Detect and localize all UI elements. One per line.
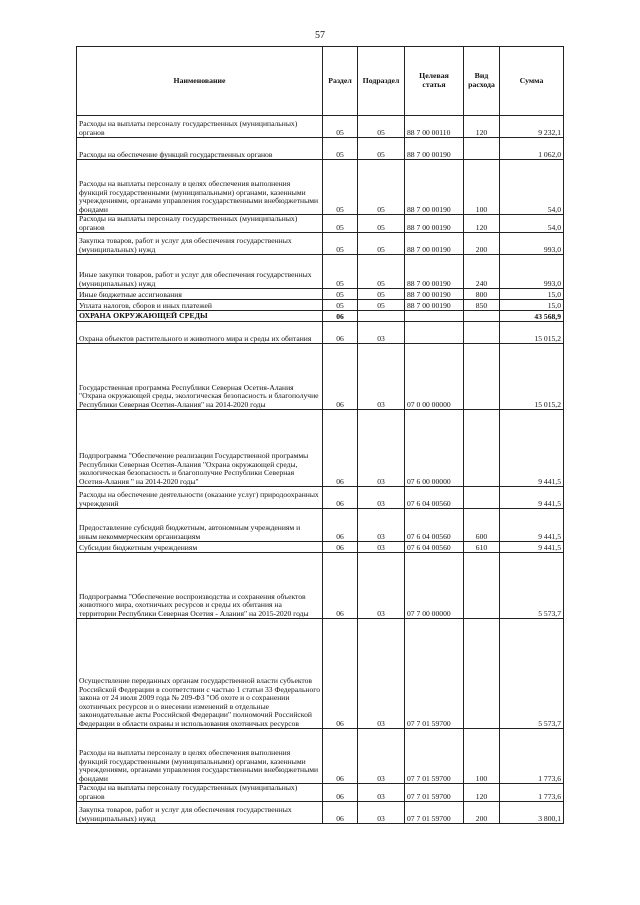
row-name: Субсидии бюджетным учреждениям xyxy=(77,542,323,553)
row-name: Расходы на выплаты персоналу государственных (муниципальных) органов xyxy=(77,215,323,233)
row-celevaya: 07 0 00 00000 xyxy=(405,344,464,410)
row-celevaya: 07 7 01 59700 xyxy=(405,729,464,784)
row-razdel: 06 xyxy=(323,619,358,729)
row-vid xyxy=(464,410,500,487)
row-celevaya: 07 7 01 59700 xyxy=(405,802,464,824)
row-razdel: 06 xyxy=(323,553,358,619)
row-celevaya: 88 7 00 00190 xyxy=(405,300,464,311)
row-celevaya xyxy=(405,322,464,344)
row-vid: 100 xyxy=(464,729,500,784)
row-razdel: 05 xyxy=(323,160,358,215)
row-razdel: 05 xyxy=(323,289,358,300)
row-podrazdel: 05 xyxy=(358,138,405,160)
header-celevaya: Целевая статья xyxy=(405,47,464,116)
row-razdel: 06 xyxy=(323,322,358,344)
row-summa: 1 773,6 xyxy=(500,784,564,802)
row-name: Осуществление переданных органам государственной власти субъектов Российской Федерации в соответствии с частью 1 статьи 33 Федерального закона от 24 июля 2009 года № 209-ФЗ "Об охоте и о сохранении охотничьих ресурсов и о внесении изменений в отдельные законодательные акты Российской Федерации" полномочий Российской Федерации в области охраны и использования охотничьих ресурсов xyxy=(77,619,323,729)
row-summa: 54,0 xyxy=(500,160,564,215)
row-razdel: 05 xyxy=(323,233,358,255)
row-celevaya: 88 7 00 00190 xyxy=(405,215,464,233)
row-summa: 9 441,5 xyxy=(500,410,564,487)
row-podrazdel: 03 xyxy=(358,487,405,509)
row-summa: 9 232,1 xyxy=(500,116,564,138)
row-celevaya: 07 6 04 00560 xyxy=(405,509,464,542)
row-razdel: 06 xyxy=(323,487,358,509)
row-razdel: 06 xyxy=(323,311,358,322)
row-name: Расходы на обеспечение деятельности (оказание услуг) природоохранных учреждений xyxy=(77,487,323,509)
table-row xyxy=(77,215,564,233)
row-name: Уплата налогов, сборов и иных платежей xyxy=(77,300,323,311)
row-podrazdel: 03 xyxy=(358,619,405,729)
row-podrazdel: 03 xyxy=(358,410,405,487)
page-number: 57 xyxy=(315,30,325,41)
row-vid xyxy=(464,553,500,619)
row-podrazdel: 05 xyxy=(358,255,405,289)
row-razdel: 05 xyxy=(323,116,358,138)
row-celevaya: 88 7 00 00190 xyxy=(405,233,464,255)
table-row xyxy=(77,116,564,138)
row-celevaya: 07 6 00 00000 xyxy=(405,410,464,487)
row-celevaya: 07 7 01 59700 xyxy=(405,784,464,802)
table-row xyxy=(77,553,564,619)
row-celevaya: 07 7 00 00000 xyxy=(405,553,464,619)
row-summa: 9 441,5 xyxy=(500,487,564,509)
table-row xyxy=(77,487,564,509)
row-vid xyxy=(464,311,500,322)
header-name: Наименование xyxy=(77,47,323,116)
row-summa: 9 441,5 xyxy=(500,509,564,542)
table-row xyxy=(77,300,564,311)
row-name: Предоставление субсидий бюджетным, автономным учреждениям и иным некоммерческим организациям xyxy=(77,509,323,542)
row-celevaya: 07 6 04 00560 xyxy=(405,542,464,553)
table-header-row xyxy=(77,47,564,116)
row-name: Иные закупки товаров, работ и услуг для обеспечения государственных (муниципальных) нужд xyxy=(77,255,323,289)
row-summa: 1 062,0 xyxy=(500,138,564,160)
row-razdel: 06 xyxy=(323,784,358,802)
header-vid: Вид расхода xyxy=(464,47,500,116)
row-razdel: 05 xyxy=(323,215,358,233)
row-name: Государственная программа Республики Северная Осетия-Алания "Охрана окружающей среды, экологическая безопасность и благополучие Республики Северная Осетия-Алания" на 2014-2020 годы xyxy=(77,344,323,410)
row-razdel: 06 xyxy=(323,344,358,410)
row-summa: 993,0 xyxy=(500,233,564,255)
row-celevaya xyxy=(405,311,464,322)
row-vid: 200 xyxy=(464,233,500,255)
table-row xyxy=(77,233,564,255)
row-name: Расходы на обеспечение функций государственных органов xyxy=(77,138,323,160)
table-row xyxy=(77,311,564,322)
budget-table xyxy=(76,46,564,824)
row-name: Иные бюджетные ассигнования xyxy=(77,289,323,300)
row-podrazdel: 03 xyxy=(358,784,405,802)
row-celevaya: 88 7 00 00190 xyxy=(405,289,464,300)
row-vid xyxy=(464,487,500,509)
row-name: Закупка товаров, работ и услуг для обеспечения государственных (муниципальных) нужд xyxy=(77,233,323,255)
row-name: Расходы на выплаты персоналу в целях обеспечения выполнения функций государственными (муниципальными) органами, казенными учреждениями, органами управления государственными внебюджетными фондами xyxy=(77,729,323,784)
row-razdel: 05 xyxy=(323,138,358,160)
row-razdel: 06 xyxy=(323,410,358,487)
row-summa: 3 800,1 xyxy=(500,802,564,824)
row-podrazdel: 05 xyxy=(358,215,405,233)
table-row xyxy=(77,138,564,160)
header-summa: Сумма xyxy=(500,47,564,116)
row-vid: 610 xyxy=(464,542,500,553)
row-name: Расходы на выплаты персоналу государственных (муниципальных) органов xyxy=(77,116,323,138)
table-row xyxy=(77,255,564,289)
row-podrazdel: 03 xyxy=(358,509,405,542)
row-podrazdel: 05 xyxy=(358,160,405,215)
table-row xyxy=(77,542,564,553)
row-podrazdel: 03 xyxy=(358,802,405,824)
row-podrazdel: 05 xyxy=(358,233,405,255)
row-celevaya: 07 6 04 00560 xyxy=(405,487,464,509)
row-summa: 15 015,2 xyxy=(500,322,564,344)
table-row xyxy=(77,619,564,729)
row-summa: 9 441,5 xyxy=(500,542,564,553)
row-summa: 54,0 xyxy=(500,215,564,233)
row-vid: 120 xyxy=(464,784,500,802)
row-podrazdel: 05 xyxy=(358,116,405,138)
row-razdel: 06 xyxy=(323,509,358,542)
row-vid: 850 xyxy=(464,300,500,311)
row-vid xyxy=(464,322,500,344)
row-summa: 993,0 xyxy=(500,255,564,289)
table-row xyxy=(77,509,564,542)
row-celevaya: 88 7 00 00190 xyxy=(405,160,464,215)
row-razdel: 06 xyxy=(323,802,358,824)
row-vid xyxy=(464,344,500,410)
table-row xyxy=(77,344,564,410)
row-vid: 240 xyxy=(464,255,500,289)
row-summa: 15,0 xyxy=(500,289,564,300)
row-name: Подпрограмма "Обеспечение воспроизводства и сохранения объектов животного мира, охотничьих ресурсов и среды их обитания на территории Республики Северная Осетия - Алания" на 2015-2020 годы xyxy=(77,553,323,619)
row-celevaya: 07 7 01 59700 xyxy=(405,619,464,729)
row-podrazdel: 03 xyxy=(358,344,405,410)
table-row xyxy=(77,729,564,784)
row-podrazdel: 05 xyxy=(358,289,405,300)
row-podrazdel: 03 xyxy=(358,553,405,619)
row-celevaya: 88 7 00 00190 xyxy=(405,138,464,160)
table-row xyxy=(77,410,564,487)
row-razdel: 06 xyxy=(323,542,358,553)
table-row xyxy=(77,784,564,802)
row-vid xyxy=(464,619,500,729)
row-podrazdel: 03 xyxy=(358,542,405,553)
row-name: Охрана объектов растительного и животного мира и среды их обитания xyxy=(77,322,323,344)
row-name: Закупка товаров, работ и услуг для обеспечения государственных (муниципальных) нужд xyxy=(77,802,323,824)
row-podrazdel xyxy=(358,311,405,322)
row-vid: 200 xyxy=(464,802,500,824)
row-razdel: 05 xyxy=(323,255,358,289)
header-razdel: Раздел xyxy=(323,47,358,116)
row-name: ОХРАНА ОКРУЖАЮЩЕЙ СРЕДЫ xyxy=(77,311,323,322)
row-vid: 120 xyxy=(464,116,500,138)
row-podrazdel: 03 xyxy=(358,322,405,344)
row-summa: 43 568,9 xyxy=(500,311,564,322)
row-summa: 5 573,7 xyxy=(500,619,564,729)
row-summa: 15 015,2 xyxy=(500,344,564,410)
table-row xyxy=(77,802,564,824)
row-name: Подпрограмма "Обеспечение реализации Государственной программы Республики Северная Осетия-Алания "Охрана окружающей среды, экологическая безопасность и благополучие Республики Северная Осетия-Алания " на 2014-2020 годы" xyxy=(77,410,323,487)
row-summa: 1 773,6 xyxy=(500,729,564,784)
row-razdel: 06 xyxy=(323,729,358,784)
row-vid xyxy=(464,138,500,160)
row-vid: 120 xyxy=(464,215,500,233)
row-podrazdel: 03 xyxy=(358,729,405,784)
row-summa: 5 573,7 xyxy=(500,553,564,619)
row-celevaya: 88 7 00 00110 xyxy=(405,116,464,138)
row-vid: 100 xyxy=(464,160,500,215)
row-vid: 600 xyxy=(464,509,500,542)
table-row xyxy=(77,322,564,344)
row-podrazdel: 05 xyxy=(358,300,405,311)
header-podrazdel: Подраздел xyxy=(358,47,405,116)
row-summa: 15,0 xyxy=(500,300,564,311)
row-name: Расходы на выплаты персоналу государственных (муниципальных) органов xyxy=(77,784,323,802)
table-row xyxy=(77,160,564,215)
table-row xyxy=(77,289,564,300)
row-vid: 800 xyxy=(464,289,500,300)
row-celevaya: 88 7 00 00190 xyxy=(405,255,464,289)
row-razdel: 05 xyxy=(323,300,358,311)
row-name: Расходы на выплаты персоналу в целях обеспечения выполнения функций государственными (муниципальными) органами, казенными учреждениями, органами управления государственными внебюджетными фондами xyxy=(77,160,323,215)
